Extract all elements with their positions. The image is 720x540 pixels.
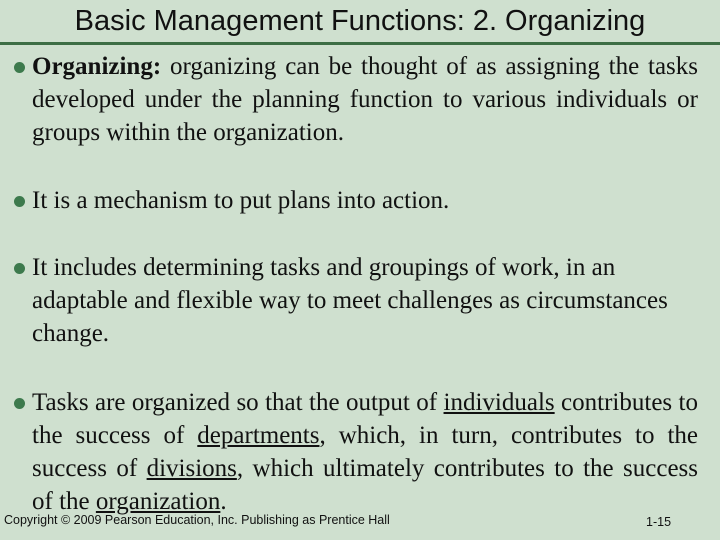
bullet-term: Organizing: (32, 53, 162, 80)
bullet-text (12, 386, 698, 518)
bullet-part: Tasks are organized so that the output of (32, 389, 444, 416)
footer-page-number: 1-15 (646, 515, 672, 529)
bullet-body: organizing can be thought of as assigning the tasks developed under the planning function to various individuals or groups within the organization. (32, 53, 698, 146)
bullet-part: , which ultimately contributes to the success of the (32, 455, 698, 515)
bullet-part: , which, in turn, contributes to the success of (32, 422, 699, 482)
slide-title: Basic Management Functions: 2. Organizing (74, 5, 646, 37)
term-divisions: divisions (146, 455, 237, 482)
bullet-dot-icon (14, 196, 25, 207)
term-organization: organization (95, 488, 221, 515)
bullet-determining-tasks (12, 251, 698, 350)
footer-copyright: Copyright © 2009 Pearson Education, Inc. Publishing as Prentice Hall (4, 513, 390, 527)
bullet-organizing-definition (12, 50, 698, 149)
bullet-dot-icon (14, 398, 25, 409)
bullet-text (12, 50, 698, 149)
title-divider (0, 42, 720, 45)
term-departments: departments (197, 422, 320, 449)
bullet-tasks-organized (12, 386, 698, 518)
term-individuals: individuals (443, 389, 555, 416)
bullet-text: It includes determining tasks and groupings of work, in an adaptable and flexible way to meet challenges as circumstances change. (32, 254, 668, 347)
bullet-text: It is a mechanism to put plans into action. (32, 187, 450, 214)
bullet-dot-icon (14, 62, 25, 73)
bullet-part: . (220, 488, 227, 515)
bullet-mechanism (12, 184, 698, 217)
bullet-dot-icon (14, 263, 25, 274)
bullet-part: contributes to the success of (32, 389, 699, 449)
